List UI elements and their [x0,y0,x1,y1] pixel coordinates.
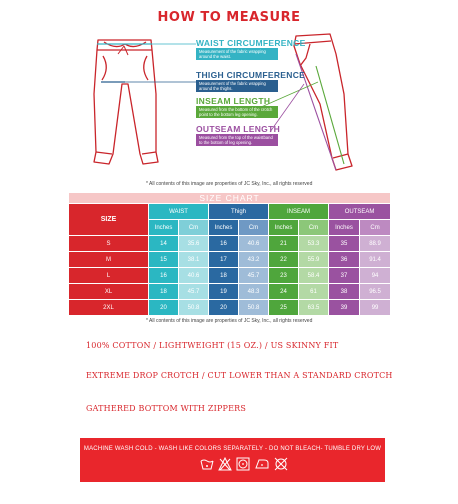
table-row [69,284,391,300]
value-cell: 48.3 [239,284,269,300]
value-cell: 17 [209,252,239,268]
value-cell: 40.6 [179,268,209,284]
copyright-top: * All contents of this image are properties of JC Sky, Inc., all rights reserved [146,181,313,187]
value-cell: 63.5 [299,300,329,316]
thigh-header: Thigh [209,204,269,220]
value-cell: 37 [329,268,360,284]
table-row [69,300,391,316]
size-cell: L [69,268,149,284]
value-cell: 94 [360,268,391,284]
value-cell: 91.4 [360,252,391,268]
value-cell: 20 [149,300,179,316]
do-not-dryclean-icon [274,457,288,471]
value-cell: 14 [149,236,179,252]
value-cell: 35.6 [179,236,209,252]
feature-bottom: GATHERED BOTTOM WITH ZIPPERS [86,404,247,413]
value-cell: 19 [209,284,239,300]
care-instructions [80,438,385,482]
callout-thigh-bar [196,80,278,92]
wash-cold-icon [200,457,214,471]
do-not-bleach-icon [218,457,232,471]
size-header: SIZE [69,204,149,236]
callout-waist-desc: Measurement of the fabric wrapping around the waist. [199,49,266,59]
callout-waist-label: WAIST CIRCUMFERENCE [196,38,306,48]
value-cell: 55.9 [299,252,329,268]
callout-inseam-desc: Measured from the bottom of the crotch point to the bottom leg opening. [199,107,273,117]
value-cell: 45.7 [179,284,209,300]
pants-side-icon [294,34,352,170]
value-cell: 20 [209,300,239,316]
callout-outseam-bar [196,134,278,146]
value-cell: 35 [329,236,360,252]
value-cell: 16 [209,236,239,252]
value-cell: 43.2 [239,252,269,268]
value-cell: 22 [269,252,299,268]
unit-inches: Inches [329,220,360,236]
unit-cm: Cm [179,220,209,236]
value-cell: 45.7 [239,268,269,284]
callout-thigh-desc: Measurement of the fabric wrapping around the thighs. [199,81,266,91]
size-chart-title: SIZE CHART [69,193,391,204]
value-cell: 18 [149,284,179,300]
care-text: MACHINE WASH COLD - WASH LIKE COLORS SEPARATELY - DO NOT BLEACH- TUMBLE DRY LOW [83,446,382,452]
unit-inches: Inches [209,220,239,236]
value-cell: 40.6 [239,236,269,252]
unit-inches: Inches [149,220,179,236]
value-cell: 38.1 [179,252,209,268]
value-cell: 39 [329,300,360,316]
table-row [69,236,391,252]
size-chart-table [68,192,391,316]
care-icons [200,457,290,473]
feature-fabric: 100% COTTON / LIGHTWEIGHT (15 OZ.) / US SKINNY FIT [86,341,339,350]
value-cell: 25 [269,300,299,316]
callout-waist-bar [196,48,278,60]
value-cell: 36 [329,252,360,268]
value-cell: 88.9 [360,236,391,252]
value-cell: 15 [149,252,179,268]
unit-cm: Cm [239,220,269,236]
waist-header: WAIST [149,204,209,220]
table-row [69,268,391,284]
value-cell: 18 [209,268,239,284]
unit-cm: Cm [360,220,391,236]
value-cell: 21 [269,236,299,252]
callout-thigh-label: THIGH CIRCUMFERENCE [196,70,306,80]
callout-inseam-label: INSEAM LENGTH [196,96,271,106]
value-cell: 23 [269,268,299,284]
value-cell: 58.4 [299,268,329,284]
unit-cm: Cm [299,220,329,236]
copyright-bottom: * All contents of this image are properties of JC Sky, Inc., all rights reserved [146,318,313,324]
value-cell: 61 [299,284,329,300]
callout-outseam-desc: Measured from the top of the waistband to the bottom of leg opening. [199,135,273,145]
callout-outseam-label: OUTSEAM LENGTH [196,124,281,134]
value-cell: 53.3 [299,236,329,252]
callout-inseam-bar [196,106,278,118]
size-cell: XL [69,284,149,300]
size-cell: S [69,236,149,252]
feature-crotch: EXTREME DROP CROTCH / CUT LOWER THAN A STANDARD CROTCH [86,371,393,380]
inseam-header: INSEAM [269,204,329,220]
table-row [69,252,391,268]
unit-inches: Inches [269,220,299,236]
outseam-header: OUTSEAM [329,204,391,220]
value-cell: 16 [149,268,179,284]
value-cell: 24 [269,284,299,300]
value-cell: 50.8 [239,300,269,316]
iron-low-icon [254,457,270,471]
value-cell: 50.8 [179,300,209,316]
pants-front-icon [94,40,158,164]
value-cell: 96.5 [360,284,391,300]
value-cell: 99 [360,300,391,316]
size-cell: 2XL [69,300,149,316]
value-cell: 38 [329,284,360,300]
tumble-dry-low-icon [236,457,250,471]
size-cell: M [69,252,149,268]
page-title: HOW TO MEASURE [157,10,301,25]
